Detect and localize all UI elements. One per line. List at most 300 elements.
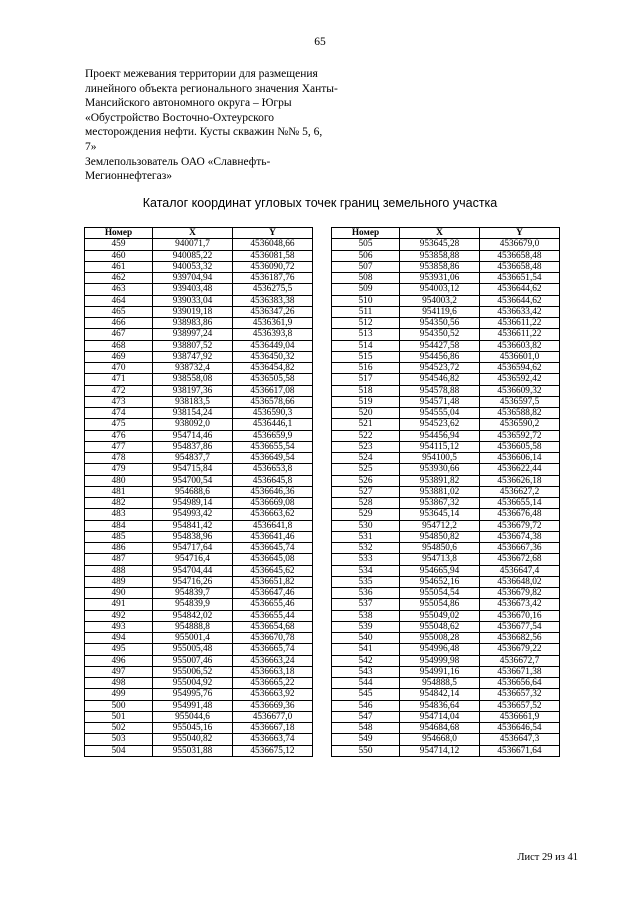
y-coordinate-cell: 4536601,0: [480, 351, 560, 362]
table-row: [332, 475, 560, 486]
x-coordinate-cell: 954839,9: [153, 599, 233, 610]
header-line: Проект межевания территории для размещения: [85, 68, 318, 80]
point-number-cell: 472: [85, 385, 153, 396]
table-row: [332, 261, 560, 272]
table-row: [332, 576, 560, 587]
y-coordinate-cell: 4536641,46: [233, 531, 313, 542]
y-coordinate-cell: 4536663,92: [233, 689, 313, 700]
point-number-cell: 482: [85, 498, 153, 509]
point-number-cell: 536: [332, 588, 400, 599]
x-coordinate-cell: 954119,6: [400, 306, 480, 317]
table-row: [85, 745, 313, 756]
table-row: [332, 666, 560, 677]
table-row: [85, 385, 313, 396]
table-row: [85, 588, 313, 599]
x-coordinate-cell: 938558,08: [153, 374, 233, 385]
y-coordinate-cell: 4536651,54: [480, 273, 560, 284]
point-number-cell: 486: [85, 543, 153, 554]
x-coordinate-cell: 954456,86: [400, 351, 480, 362]
x-coordinate-cell: 953931,06: [400, 273, 480, 284]
table-row: [332, 329, 560, 340]
y-coordinate-cell: 4536090,72: [233, 261, 313, 272]
table-row: [332, 419, 560, 430]
x-coordinate-cell: 940053,32: [153, 261, 233, 272]
y-coordinate-cell: 4536679,0: [480, 239, 560, 250]
x-coordinate-cell: 954991,16: [400, 666, 480, 677]
table-header-row: [85, 228, 313, 239]
y-coordinate-cell: 4536592,72: [480, 430, 560, 441]
x-coordinate-cell: 955054,86: [400, 599, 480, 610]
point-number-cell: 462: [85, 273, 153, 284]
point-number-cell: 512: [332, 318, 400, 329]
column-header-x: X: [400, 228, 480, 239]
y-coordinate-cell: 4536661,9: [480, 711, 560, 722]
y-coordinate-cell: 4536383,38: [233, 295, 313, 306]
y-coordinate-cell: 4536647,3: [480, 734, 560, 745]
table-row: [332, 396, 560, 407]
point-number-cell: 532: [332, 543, 400, 554]
x-coordinate-cell: 953891,82: [400, 475, 480, 486]
table-row: [85, 374, 313, 385]
point-number-cell: 460: [85, 250, 153, 261]
point-number-cell: 550: [332, 745, 400, 756]
y-coordinate-cell: 4536645,74: [233, 543, 313, 554]
y-coordinate-cell: 4536611,22: [480, 329, 560, 340]
column-header-number: Номер: [85, 228, 153, 239]
x-coordinate-cell: 955048,62: [400, 621, 480, 632]
y-coordinate-cell: 4536626,18: [480, 475, 560, 486]
y-coordinate-cell: 4536605,58: [480, 441, 560, 452]
table-row: [85, 351, 313, 362]
x-coordinate-cell: 954716,26: [153, 576, 233, 587]
x-coordinate-cell: 954850,6: [400, 543, 480, 554]
coordinates-table-right: [331, 227, 560, 757]
y-coordinate-cell: 4536597,5: [480, 396, 560, 407]
y-coordinate-cell: 4536590,2: [480, 419, 560, 430]
x-coordinate-cell: 954668,0: [400, 734, 480, 745]
x-coordinate-cell: 938997,24: [153, 329, 233, 340]
page-number: 65: [314, 36, 326, 48]
point-number-cell: 465: [85, 306, 153, 317]
header-line: «Обустройство Восточно-Охтеурского: [85, 111, 275, 124]
point-number-cell: 515: [332, 351, 400, 362]
y-coordinate-cell: 4536644,62: [480, 284, 560, 295]
table-row: [85, 711, 313, 722]
point-number-cell: 529: [332, 509, 400, 520]
point-number-cell: 478: [85, 453, 153, 464]
table-row: [332, 621, 560, 632]
y-coordinate-cell: 4536361,9: [233, 318, 313, 329]
point-number-cell: 503: [85, 734, 153, 745]
y-coordinate-cell: 4536645,8: [233, 475, 313, 486]
header-line: Мегионнефтегаз»: [85, 170, 173, 183]
table-row: [85, 239, 313, 250]
header-line: месторождения нефти. Кусты скважин №№ 5, 6,: [85, 126, 323, 139]
point-number-cell: 523: [332, 441, 400, 452]
table-row: [85, 633, 313, 644]
y-coordinate-cell: 4536672,68: [480, 554, 560, 565]
point-number-cell: 497: [85, 666, 153, 677]
x-coordinate-cell: 954888,5: [400, 678, 480, 689]
column-header-y: Y: [480, 228, 560, 239]
x-coordinate-cell: 954888,8: [153, 621, 233, 632]
point-number-cell: 538: [332, 610, 400, 621]
table-row: [332, 306, 560, 317]
y-coordinate-cell: 4536641,8: [233, 520, 313, 531]
point-number-cell: 520: [332, 408, 400, 419]
header-line: Землепользователь ОАО «Славнефть-: [85, 155, 271, 168]
x-coordinate-cell: 938732,4: [153, 363, 233, 374]
x-coordinate-cell: 938197,36: [153, 385, 233, 396]
x-coordinate-cell: 954996,48: [400, 644, 480, 655]
point-number-cell: 468: [85, 340, 153, 351]
y-coordinate-cell: 4536669,36: [233, 700, 313, 711]
x-coordinate-cell: 954715,84: [153, 464, 233, 475]
x-coordinate-cell: 953930,66: [400, 464, 480, 475]
table-row: [85, 396, 313, 407]
y-coordinate-cell: 4536646,54: [480, 723, 560, 734]
table-row: [332, 430, 560, 441]
point-number-cell: 484: [85, 520, 153, 531]
x-coordinate-cell: 938747,92: [153, 351, 233, 362]
x-coordinate-cell: 954712,2: [400, 520, 480, 531]
x-coordinate-cell: 954350,52: [400, 329, 480, 340]
point-number-cell: 544: [332, 678, 400, 689]
x-coordinate-cell: 939704,94: [153, 273, 233, 284]
y-coordinate-cell: 4536670,16: [480, 610, 560, 621]
table-body-right: [332, 239, 560, 757]
point-number-cell: 477: [85, 441, 153, 452]
x-coordinate-cell: 938154,24: [153, 408, 233, 419]
table-row: [332, 250, 560, 261]
point-number-cell: 479: [85, 464, 153, 475]
y-coordinate-cell: 4536667,18: [233, 723, 313, 734]
x-coordinate-cell: 939403,48: [153, 284, 233, 295]
point-number-cell: 506: [332, 250, 400, 261]
x-coordinate-cell: 954713,8: [400, 554, 480, 565]
y-coordinate-cell: 4536663,18: [233, 666, 313, 677]
point-number-cell: 546: [332, 700, 400, 711]
table-row: [332, 273, 560, 284]
point-number-cell: 535: [332, 576, 400, 587]
y-coordinate-cell: 4536644,62: [480, 295, 560, 306]
point-number-cell: 511: [332, 306, 400, 317]
point-number-cell: 501: [85, 711, 153, 722]
point-number-cell: 547: [332, 711, 400, 722]
table-row: [332, 295, 560, 306]
point-number-cell: 499: [85, 689, 153, 700]
table-row: [332, 655, 560, 666]
table-row: [85, 408, 313, 419]
x-coordinate-cell: 954427,58: [400, 340, 480, 351]
table-row: [85, 318, 313, 329]
point-number-cell: 485: [85, 531, 153, 542]
y-coordinate-cell: 4536657,32: [480, 689, 560, 700]
point-number-cell: 471: [85, 374, 153, 385]
point-number-cell: 493: [85, 621, 153, 632]
point-number-cell: 545: [332, 689, 400, 700]
point-number-cell: 524: [332, 453, 400, 464]
table-row: [332, 408, 560, 419]
y-coordinate-cell: 4536674,38: [480, 531, 560, 542]
document-header: [85, 67, 365, 184]
x-coordinate-cell: 954546,82: [400, 374, 480, 385]
table-row: [85, 453, 313, 464]
table-row: [332, 644, 560, 655]
point-number-cell: 527: [332, 486, 400, 497]
x-coordinate-cell: 954684,68: [400, 723, 480, 734]
y-coordinate-cell: 4536393,8: [233, 329, 313, 340]
table-row: [332, 340, 560, 351]
y-coordinate-cell: 4536671,64: [480, 745, 560, 756]
table-row: [332, 351, 560, 362]
y-coordinate-cell: 4536446,1: [233, 419, 313, 430]
point-number-cell: 517: [332, 374, 400, 385]
point-number-cell: 513: [332, 329, 400, 340]
y-coordinate-cell: 4536658,48: [480, 261, 560, 272]
point-number-cell: 474: [85, 408, 153, 419]
x-coordinate-cell: 954717,64: [153, 543, 233, 554]
point-number-cell: 502: [85, 723, 153, 734]
x-coordinate-cell: 938092,0: [153, 419, 233, 430]
y-coordinate-cell: 4536578,66: [233, 396, 313, 407]
y-coordinate-cell: 4536656,64: [480, 678, 560, 689]
table-row: [332, 239, 560, 250]
table-row: [332, 700, 560, 711]
x-coordinate-cell: 954578,88: [400, 385, 480, 396]
point-number-cell: 464: [85, 295, 153, 306]
table-row: [332, 441, 560, 452]
y-coordinate-cell: 4536669,08: [233, 498, 313, 509]
y-coordinate-cell: 4536646,36: [233, 486, 313, 497]
y-coordinate-cell: 4536659,9: [233, 430, 313, 441]
y-coordinate-cell: 4536592,42: [480, 374, 560, 385]
table-row: [85, 329, 313, 340]
y-coordinate-cell: 4536673,42: [480, 599, 560, 610]
y-coordinate-cell: 4536682,56: [480, 633, 560, 644]
y-coordinate-cell: 4536648,02: [480, 576, 560, 587]
y-coordinate-cell: 4536663,62: [233, 509, 313, 520]
table-row: [332, 520, 560, 531]
x-coordinate-cell: 955040,82: [153, 734, 233, 745]
header-line: линейного объекта регионального значения Ханты-: [85, 82, 338, 95]
point-number-cell: 488: [85, 565, 153, 576]
point-number-cell: 490: [85, 588, 153, 599]
x-coordinate-cell: 938983,86: [153, 318, 233, 329]
x-coordinate-cell: 940071,7: [153, 239, 233, 250]
catalog-title: Каталог координат угловых точек границ земельного участка: [142, 196, 498, 210]
x-coordinate-cell: 953858,88: [400, 250, 480, 261]
point-number-cell: 531: [332, 531, 400, 542]
y-coordinate-cell: 4536679,82: [480, 588, 560, 599]
y-coordinate-cell: 4536590,3: [233, 408, 313, 419]
point-number-cell: 540: [332, 633, 400, 644]
x-coordinate-cell: 954100,5: [400, 453, 480, 464]
table-row: [332, 565, 560, 576]
y-coordinate-cell: 4536505,58: [233, 374, 313, 385]
column-header-x: X: [153, 228, 233, 239]
table-row: [332, 633, 560, 644]
point-number-cell: 473: [85, 396, 153, 407]
x-coordinate-cell: 954995,76: [153, 689, 233, 700]
table-row: [85, 363, 313, 374]
point-number-cell: 491: [85, 599, 153, 610]
x-coordinate-cell: 954716,4: [153, 554, 233, 565]
point-number-cell: 496: [85, 655, 153, 666]
table-row: [85, 700, 313, 711]
table-row: [85, 250, 313, 261]
point-number-cell: 518: [332, 385, 400, 396]
point-number-cell: 492: [85, 610, 153, 621]
table-row: [85, 610, 313, 621]
table-row: [85, 678, 313, 689]
y-coordinate-cell: 4536627,2: [480, 486, 560, 497]
y-coordinate-cell: 4536048,66: [233, 239, 313, 250]
y-coordinate-cell: 4536655,46: [233, 599, 313, 610]
point-number-cell: 466: [85, 318, 153, 329]
table-row: [85, 430, 313, 441]
header-line: Мансийского автономного округа – Югры: [85, 97, 292, 110]
x-coordinate-cell: 954842,02: [153, 610, 233, 621]
point-number-cell: 528: [332, 498, 400, 509]
point-number-cell: 542: [332, 655, 400, 666]
x-coordinate-cell: 938807,52: [153, 340, 233, 351]
point-number-cell: 543: [332, 666, 400, 677]
table-row: [332, 374, 560, 385]
x-coordinate-cell: 955005,48: [153, 644, 233, 655]
point-number-cell: 509: [332, 284, 400, 295]
table-row: [332, 554, 560, 565]
x-coordinate-cell: 955049,02: [400, 610, 480, 621]
x-coordinate-cell: 955001,4: [153, 633, 233, 644]
x-coordinate-cell: 955006,52: [153, 666, 233, 677]
x-coordinate-cell: 953867,32: [400, 498, 480, 509]
table-row: [332, 599, 560, 610]
y-coordinate-cell: 4536645,08: [233, 554, 313, 565]
point-number-cell: 521: [332, 419, 400, 430]
x-coordinate-cell: 955044,6: [153, 711, 233, 722]
x-coordinate-cell: 938183,5: [153, 396, 233, 407]
table-row: [85, 576, 313, 587]
table-row: [85, 273, 313, 284]
y-coordinate-cell: 4536450,32: [233, 351, 313, 362]
x-coordinate-cell: 954989,14: [153, 498, 233, 509]
y-coordinate-cell: 4536633,42: [480, 306, 560, 317]
y-coordinate-cell: 4536676,48: [480, 509, 560, 520]
y-coordinate-cell: 4536275,5: [233, 284, 313, 295]
y-coordinate-cell: 4536081,58: [233, 250, 313, 261]
point-number-cell: 541: [332, 644, 400, 655]
y-coordinate-cell: 4536679,72: [480, 520, 560, 531]
y-coordinate-cell: 4536611,22: [480, 318, 560, 329]
table-row: [85, 340, 313, 351]
y-coordinate-cell: 4536347,26: [233, 306, 313, 317]
x-coordinate-cell: 953645,28: [400, 239, 480, 250]
point-number-cell: 481: [85, 486, 153, 497]
point-number-cell: 537: [332, 599, 400, 610]
x-coordinate-cell: 953645,14: [400, 509, 480, 520]
point-number-cell: 507: [332, 261, 400, 272]
point-number-cell: 514: [332, 340, 400, 351]
table-row: [85, 486, 313, 497]
table-row: [332, 509, 560, 520]
x-coordinate-cell: 954688,6: [153, 486, 233, 497]
point-number-cell: 504: [85, 745, 153, 756]
point-number-cell: 526: [332, 475, 400, 486]
table-row: [332, 531, 560, 542]
point-number-cell: 489: [85, 576, 153, 587]
table-row: [332, 464, 560, 475]
y-coordinate-cell: 4536679,22: [480, 644, 560, 655]
table-row: [332, 486, 560, 497]
point-number-cell: 549: [332, 734, 400, 745]
y-coordinate-cell: 4536187,76: [233, 273, 313, 284]
x-coordinate-cell: 955054,54: [400, 588, 480, 599]
table-row: [85, 644, 313, 655]
y-coordinate-cell: 4536454,82: [233, 363, 313, 374]
table-row: [85, 419, 313, 430]
y-coordinate-cell: 4536675,12: [233, 745, 313, 756]
x-coordinate-cell: 954838,96: [153, 531, 233, 542]
point-number-cell: 505: [332, 239, 400, 250]
table-header-row: [332, 228, 560, 239]
x-coordinate-cell: 954523,62: [400, 419, 480, 430]
table-body-left: [85, 239, 313, 757]
y-coordinate-cell: 4536622,44: [480, 464, 560, 475]
point-number-cell: 534: [332, 565, 400, 576]
x-coordinate-cell: 954571,48: [400, 396, 480, 407]
point-number-cell: 469: [85, 351, 153, 362]
x-coordinate-cell: 954714,46: [153, 430, 233, 441]
x-coordinate-cell: 955007,46: [153, 655, 233, 666]
header-line: 7»: [85, 140, 97, 153]
x-coordinate-cell: 940085,22: [153, 250, 233, 261]
x-coordinate-cell: 954652,16: [400, 576, 480, 587]
table-row: [85, 723, 313, 734]
x-coordinate-cell: 954115,12: [400, 441, 480, 452]
y-coordinate-cell: 4536663,24: [233, 655, 313, 666]
x-coordinate-cell: 954350,56: [400, 318, 480, 329]
x-coordinate-cell: 939019,18: [153, 306, 233, 317]
table-row: [332, 385, 560, 396]
sheet-counter: Лист 29 из 41: [517, 852, 578, 863]
point-number-cell: 476: [85, 430, 153, 441]
x-coordinate-cell: 955045,16: [153, 723, 233, 734]
y-coordinate-cell: 4536588,82: [480, 408, 560, 419]
table-row: [85, 306, 313, 317]
x-coordinate-cell: 954836,64: [400, 700, 480, 711]
table-row: [85, 666, 313, 677]
table-row: [85, 565, 313, 576]
table-row: [332, 363, 560, 374]
table-row: [332, 678, 560, 689]
y-coordinate-cell: 4536647,4: [480, 565, 560, 576]
table-row: [85, 655, 313, 666]
point-number-cell: 475: [85, 419, 153, 430]
point-number-cell: 539: [332, 621, 400, 632]
y-coordinate-cell: 4536677,0: [233, 711, 313, 722]
y-coordinate-cell: 4536449,04: [233, 340, 313, 351]
y-coordinate-cell: 4536671,38: [480, 666, 560, 677]
point-number-cell: 510: [332, 295, 400, 306]
x-coordinate-cell: 954991,48: [153, 700, 233, 711]
y-coordinate-cell: 4536677,54: [480, 621, 560, 632]
column-header-number: Номер: [332, 228, 400, 239]
y-coordinate-cell: 4536657,52: [480, 700, 560, 711]
table-row: [332, 543, 560, 554]
x-coordinate-cell: 954523,72: [400, 363, 480, 374]
table-row: [85, 520, 313, 531]
